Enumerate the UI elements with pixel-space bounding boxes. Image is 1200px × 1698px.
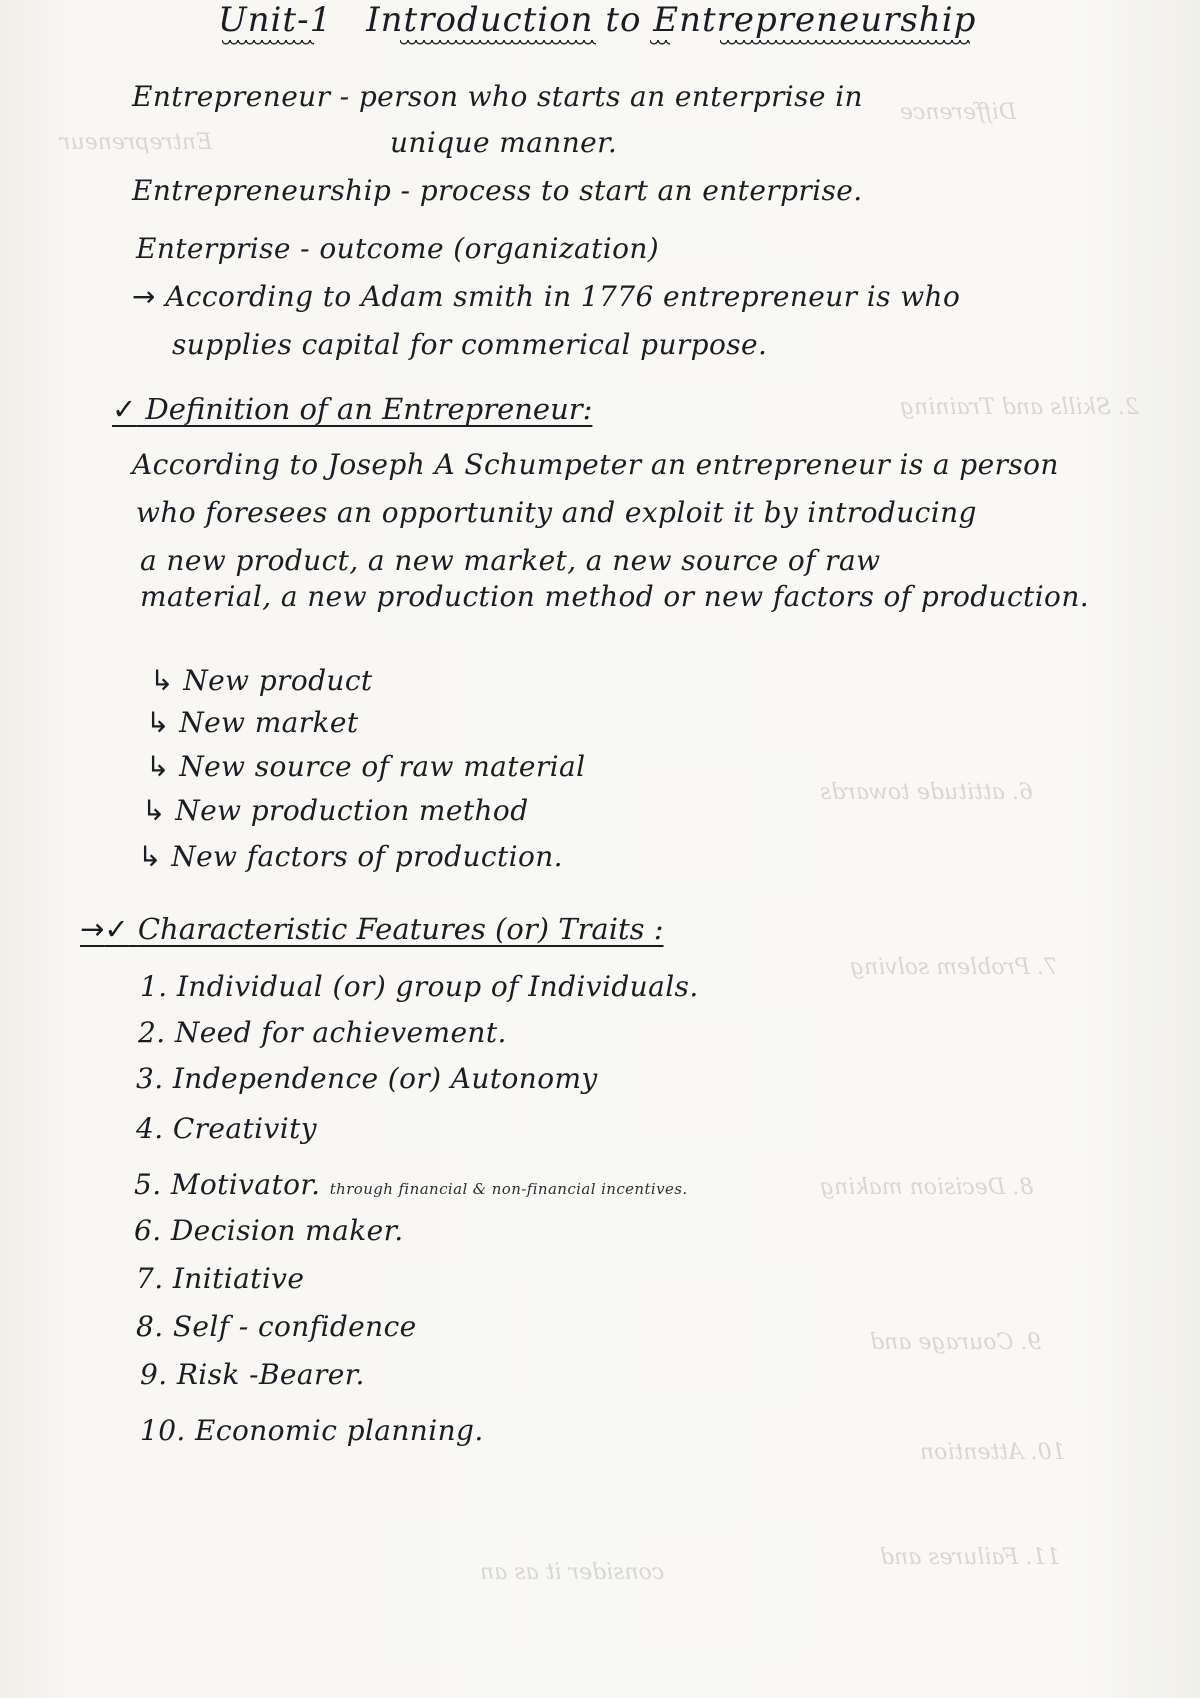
bleed-through-text: 7. Problem solving	[850, 955, 1058, 980]
bleed-through-text: 11. Failures and	[880, 1545, 1061, 1570]
check-mark-icon: ✓	[104, 912, 129, 946]
schumpeter-line: According to Joseph A Schumpeter an entrepreneur is a person	[132, 448, 1059, 481]
adam-smith-text: According to Adam smith in 1776 entrepreneur is who	[165, 280, 961, 313]
schumpeter-line: material, a new production method or new factors of production.	[140, 580, 1090, 613]
bleed-through-text: Entrepreneur	[60, 130, 213, 155]
title-underline	[720, 40, 970, 48]
bullet-arrow-icon: ↳	[146, 706, 170, 739]
bullet-arrow-icon: ↳	[138, 840, 162, 873]
arrow-icon: →	[132, 280, 156, 313]
list-item: ↳ New factors of production.	[138, 840, 563, 873]
list-item: 9. Risk -Bearer.	[140, 1358, 365, 1391]
list-item: 8. Self - confidence	[136, 1310, 417, 1343]
title-underline	[400, 40, 596, 48]
check-mark-icon: ✓	[112, 392, 137, 426]
features-heading-row	[80, 912, 664, 946]
list-item: 1. Individual (or) group of Individuals.	[140, 970, 699, 1003]
bullet-arrow-icon: ↳	[150, 664, 174, 697]
page-title	[218, 0, 1010, 40]
bleed-through-text: 9. Courage and	[870, 1330, 1042, 1355]
motivator-note: through financial & non-financial incentives.	[329, 1180, 688, 1198]
title-underline	[650, 40, 670, 48]
title-underline	[222, 40, 314, 48]
list-item-motivator: 5. Motivator. through financial & non-financial incentives.	[134, 1168, 688, 1201]
list-item: ↳ New source of raw material	[146, 750, 586, 783]
definition-entrepreneur-cont: unique manner.	[390, 126, 618, 159]
list-item: 6. Decision maker.	[134, 1214, 404, 1247]
definition-enterprise: Enterprise - outcome (organization)	[136, 232, 660, 265]
list-item: 3. Independence (or) Autonomy	[136, 1062, 598, 1095]
features-heading: Characteristic Features (or) Traits :	[137, 912, 664, 946]
list-item: 7. Initiative	[136, 1262, 305, 1295]
list-item: ↳ New market	[146, 706, 359, 739]
bleed-through-text: 8. Decision making	[820, 1175, 1034, 1200]
bleed-through-text: 2. Skills and Training	[900, 395, 1139, 420]
definition-heading: Definition of an Entrepreneur:	[145, 392, 593, 426]
bullet-arrow-icon: ↳	[142, 794, 166, 827]
list-item: 2. Need for achievement.	[138, 1016, 507, 1049]
adam-smith-line	[132, 280, 960, 313]
adam-smith-line-cont: supplies capital for commerical purpose.	[172, 328, 768, 361]
schumpeter-line: a new product, a new market, a new source of raw	[140, 544, 881, 577]
topic-label: Introduction to Entrepreneurship	[366, 0, 977, 40]
unit-label: Unit-1	[218, 0, 333, 40]
definition-entrepreneurship: Entrepreneurship - process to start an enterprise.	[132, 174, 863, 207]
definition-heading-row	[112, 392, 592, 426]
list-item: 10. Economic planning.	[140, 1414, 484, 1447]
bullet-arrow-icon: ↳	[146, 750, 170, 783]
list-item: ↳ New product	[150, 664, 373, 697]
arrow-icon: →	[80, 912, 105, 946]
bleed-through-text: 6. attitude towards	[820, 780, 1033, 805]
list-item: ↳ New production method	[142, 794, 529, 827]
list-item: 4. Creativity	[136, 1112, 317, 1145]
definition-entrepreneur: Entrepreneur - person who starts an enterprise in	[132, 80, 863, 113]
bleed-through-text: consider it as an	[480, 1560, 665, 1585]
bleed-through-text: Difference	[900, 100, 1017, 125]
bleed-through-text: 10. Attention	[920, 1440, 1066, 1465]
schumpeter-line: who foresees an opportunity and exploit it by introducing	[136, 496, 977, 529]
